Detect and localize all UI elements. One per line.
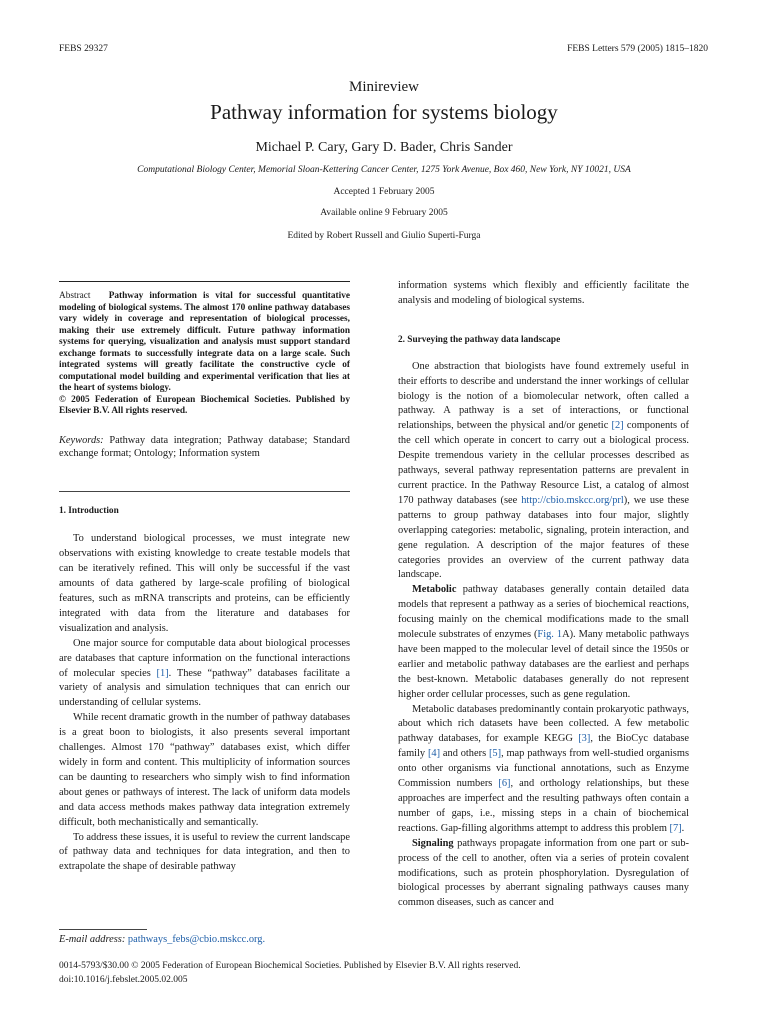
- abstract-copyright: © 2005 Federation of European Biochemical Societies. Published by Elsevier B.V. All rights reserved.: [59, 394, 350, 416]
- keywords: [59, 434, 350, 460]
- editors: Edited by Robert Russell and Giulio Superti-Furga: [287, 231, 481, 241]
- section-heading-landscape: 2. Surveying the pathway data landscape: [398, 334, 561, 345]
- keywords-text: Pathway data integration; Pathway database; Standard exchange format; Ontology; Information system: [59, 434, 350, 459]
- keywords-rule: [59, 491, 350, 492]
- figure-link[interactable]: Fig. 1: [537, 629, 563, 641]
- citation-link[interactable]: [6]: [498, 778, 511, 790]
- abstract: [59, 291, 350, 395]
- affiliation: Computational Biology Center, Memorial Sloan-Kettering Cancer Center, 1275 York Avenue, Box 460, New York, NY 10021, USA: [137, 165, 631, 175]
- citation-link[interactable]: [7]: [669, 822, 682, 834]
- accepted-date: Accepted 1 February 2005: [333, 187, 435, 197]
- landscape-paragraph-4: Signaling pathways propagate information from one part or sub-process of the cell to another, often via a series of protein covalent modifications, such as protein phosphorylation. Dysregulation of biological processes by aberrant signaling pathways causes many common diseases, such as cancer and: [398, 837, 689, 909]
- landscape-paragraph-2: Metabolic pathway databases generally contain detailed data models that represent a pathway as a series of biochemical reactions, focusing mainly on the chemical modifications made to the small molecule substrates of enzymes (Fig. 1A). Many metabolic pathways have been mapped to the molecular level of detail since the 1950s or earlier and metabolic pathway databases are the earliest and perhaps the best-known. Metabolic databases generally do not represent higher order cellular processes, such as gene regulation.: [398, 584, 689, 700]
- abstract-label: Abstract: [59, 291, 91, 301]
- continued-paragraph: information systems which flexibly and efficiently facilitate the analysis and modeling of biological systems.: [398, 280, 689, 306]
- landscape-paragraph-3: Metabolic databases predominantly contain prokaryotic pathways, about which rich datasets have been collected. A few metabolic pathway databases, for example KEGG [3], the BioCyc database family [4] and others [5], map pathways from well-studied organisms onto other organisms via functional annotations, such as Enzyme Commission numbers [6], and orthology relationships, but these approaches are imperfect and the resulting pathways often contain a number of gaps, i.e., missing steps in a chain of biochemical reactions. Gap-filling algorithms attempt to address this problem [7].: [398, 703, 689, 834]
- online-date: Available online 9 February 2005: [320, 208, 448, 218]
- email-link[interactable]: pathways_febs@cbio.mskcc.org.: [127, 934, 266, 945]
- citation-link[interactable]: [1]: [156, 667, 169, 679]
- left-column: [59, 283, 350, 875]
- landscape-paragraph-1: One abstraction that biologists have found extremely useful in their efforts to describe and understand the inner workings of cellular biology is the notion of a biomolecular network, often called a pathway. A pathway is a set of interactions, or functional relationships, between the physical and/or genetic [2] components of the cell which operate in concert to carry out a biological process. Despite tremendous variety in the cellular processes described as pathways, several pathway representation patterns are prevalent in current practice. In the Pathway Resource List, a catalog of almost 170 pathway databases (see http://cbio.mskcc.org/prl), we use these patterns to group pathway databases into four major, slightly overlapping categories: metabolic, signaling, protein interaction, and gene regulation. A description of the major features of these categories provides an overview of the current pathway data landscape.: [398, 360, 689, 581]
- authors: Michael P. Cary, Gary D. Bader, Chris Sander: [255, 140, 513, 155]
- intro-paragraph-2: One major source for computable data about biological processes are databases that capture information on the functional interactions of molecular species [1]. These “pathway” databases facilitate a variety of analysis and simulation techniques that can enrich our understanding of cellular systems.: [59, 637, 350, 709]
- email-label: E-mail address:: [59, 934, 126, 945]
- journal-id: FEBS 29327: [59, 44, 108, 54]
- email-footnote: [59, 934, 265, 945]
- section-heading-introduction: 1. Introduction: [59, 505, 119, 516]
- citation-link[interactable]: [4]: [427, 748, 441, 760]
- issn-copyright-line: 0014-5793/$30.00 © 2005 Federation of European Biochemical Societies. Published by Elsevier B.V. All rights reserved.: [59, 961, 521, 971]
- intro-paragraph-1: To understand biological processes, we must integrate new observations with existing knowledge to create testable models that can be iteratively refined. This will only be successful if the vast amounts of data gathered by large-scale profiling of biological features, such as mRNA transcripts and proteins, can be efficiently integrated with data from the literature and databases for visualization and analysis.: [59, 533, 350, 634]
- footnote-rule: [59, 929, 147, 930]
- article-type: Minireview: [349, 79, 419, 95]
- citation-link[interactable]: [5]: [488, 748, 502, 760]
- doi-line: doi:10.1016/j.febslet.2005.02.005: [59, 975, 188, 985]
- right-column: [398, 279, 689, 911]
- abstract-top-rule: [59, 281, 350, 282]
- citation-link[interactable]: [3]: [578, 733, 591, 745]
- url-link[interactable]: http://cbio.mskcc.org/prl: [521, 494, 624, 506]
- article-title: Pathway information for systems biology: [210, 100, 558, 124]
- abstract-text: Pathway information is vital for successful quantitative modeling of biological systems. The almost 170 online pathway databases vary widely in coverage and representation of biological processes, making their use extremely difficult. Future pathway information systems for querying, visualization and analysis must support standard exchange formats to successfully integrate data on a large scale. Such integrated systems will greatly facilitate the constructive cycle of computational model building and experimental verification that lies at the heart of systems biology.: [59, 291, 350, 393]
- journal-citation: FEBS Letters 579 (2005) 1815–1820: [567, 44, 708, 54]
- citation-link[interactable]: [2]: [611, 420, 624, 432]
- intro-paragraph-4: To address these issues, it is useful to review the current landscape of pathway data and techniques for data integration, and then to extrapolate the shape of desirable pathway: [59, 831, 350, 873]
- keywords-label: Keywords:: [59, 434, 104, 446]
- intro-paragraph-3: While recent dramatic growth in the number of pathway databases is a great boon to biologists, it also presents several important challenges. Almost 170 “pathway” databases exist, which differ widely in form and content. This multiplicity of information sources can be daunting to researchers who simply wish to find information about genes or pathways of interest. The lack of uniform data models and data access methods makes pathway data integration extremely difficult, both mechanistically and semantically.: [59, 712, 350, 828]
